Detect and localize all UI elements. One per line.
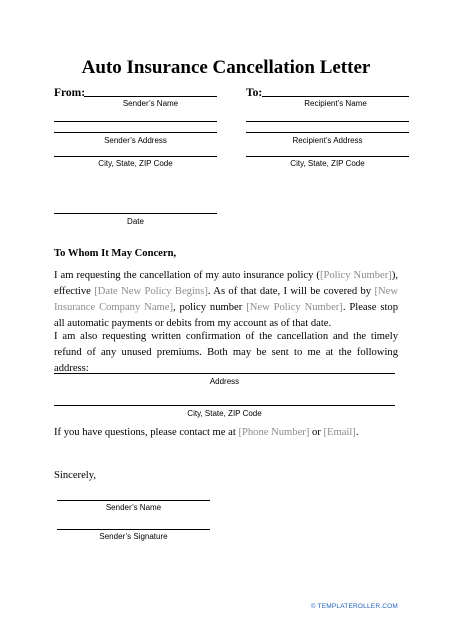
para3-text-2: or	[309, 427, 324, 438]
address-city-line[interactable]	[54, 405, 395, 406]
para1-text-1: I am requesting the cancellation of my auto insurance policy (	[54, 270, 320, 281]
recipient-name-line[interactable]	[262, 96, 409, 97]
para3-text-1: If you have questions, please contact me at	[54, 427, 239, 438]
signature-name-caption: Sender’s Name	[105, 503, 162, 512]
para3-text-3: .	[355, 427, 359, 438]
address-city-caption: City, State, ZIP Code	[187, 409, 262, 418]
recipient-name-caption: Recipient’s Name	[304, 99, 367, 108]
to-label: To:	[246, 87, 263, 99]
recipient-city-caption: City, State, ZIP Code	[290, 159, 365, 168]
document-title: Auto Insurance Cancellation Letter	[81, 57, 371, 78]
address-caption: Address	[209, 377, 240, 386]
sender-city-caption: City, State, ZIP Code	[98, 159, 173, 168]
signature-name-line[interactable]	[57, 500, 210, 501]
policy-number-placeholder[interactable]: [Policy Number]	[319, 270, 392, 281]
sender-name-line[interactable]	[84, 96, 217, 97]
date-line[interactable]	[54, 213, 217, 214]
signature-caption: Sender’s Signature	[99, 532, 168, 541]
greeting: To Whom It May Concern,	[54, 248, 177, 259]
email-placeholder[interactable]: [Email]	[323, 427, 356, 438]
recipient-city-line[interactable]	[246, 156, 409, 157]
sender-address-caption: Sender’s Address	[104, 136, 167, 145]
recipient-address-caption: Recipient’s Address	[292, 136, 363, 145]
para1-text-5: . Please stop all automatic payments or debits from my account as of that date.	[54, 302, 398, 329]
signature-line[interactable]	[57, 529, 210, 530]
paragraph-confirmation: I am also requesting written confirmation of the cancellation and the timely refund of any unused premiums. Both may be sent to me at the following address:	[54, 331, 398, 374]
new-policy-number-placeholder[interactable]: [New Policy Number]	[246, 302, 343, 313]
sender-address-line-1[interactable]	[54, 121, 217, 122]
paragraph-contact	[54, 425, 398, 441]
address-line[interactable]	[54, 373, 395, 374]
recipient-address-line-1[interactable]	[246, 121, 409, 122]
closing: Sincerely,	[54, 470, 96, 481]
sender-address-line-2[interactable]	[54, 132, 217, 133]
para1-text-2: ), effective	[54, 270, 398, 297]
sender-city-line[interactable]	[54, 156, 217, 157]
paragraph-cancellation	[54, 268, 398, 332]
para1-text-4: , policy number	[173, 302, 247, 313]
new-company-placeholder[interactable]: [New Insurance Company Name]	[54, 286, 398, 313]
date-new-policy-placeholder[interactable]: [Date New Policy Begins]	[94, 286, 208, 297]
from-label: From:	[54, 87, 86, 99]
sender-name-caption: Sender’s Name	[122, 99, 179, 108]
para1-text-3: . As of that date, I will be covered by	[207, 286, 375, 297]
date-caption: Date	[127, 217, 144, 226]
recipient-address-line-2[interactable]	[246, 132, 409, 133]
phone-placeholder[interactable]: [Phone Number]	[238, 427, 310, 438]
footer-link[interactable]: © TEMPLATEROLLER.COM	[310, 603, 398, 610]
